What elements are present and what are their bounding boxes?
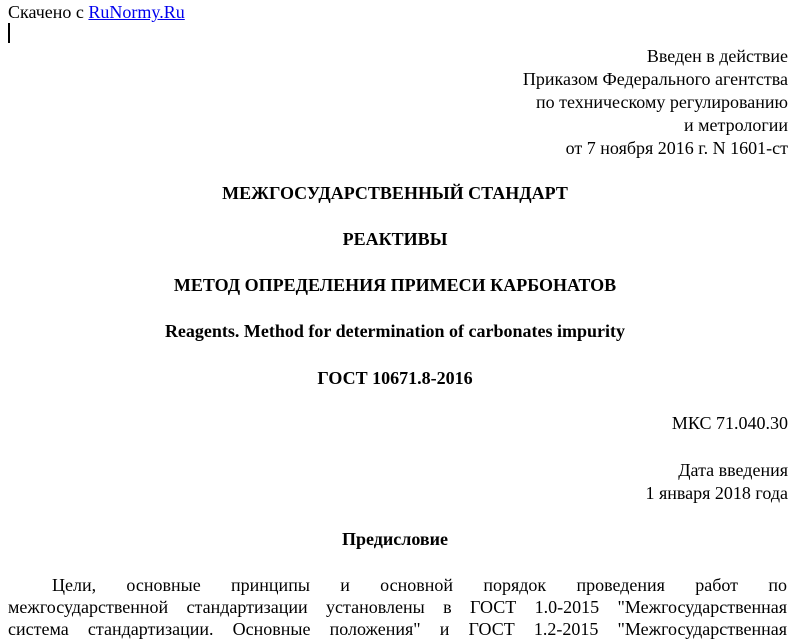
runormy-link[interactable]: RuNormy.Ru xyxy=(88,2,185,22)
introduction-date-value: 1 января 2018 года xyxy=(645,483,788,503)
enactment-line: Приказом Федерального агентства xyxy=(522,69,788,89)
enactment-block xyxy=(523,45,788,160)
method-heading: МЕТОД ОПРЕДЕЛЕНИЯ ПРИМЕСИ КАРБОНАТОВ xyxy=(173,275,617,295)
enactment-line: Введен в действие xyxy=(646,46,788,66)
enactment-line: от 7 ноября 2016 г. N 1601-ст xyxy=(565,138,788,158)
foreword-line: система стандартизации. Основные положения" и ГОСТ 1.2-2015 "Межгосударственная xyxy=(8,619,787,639)
english-title: Reagents. Method for determination of carbonates impurity xyxy=(164,321,626,341)
foreword-line: Цели, основные принципы и основной порядок проведения работ по xyxy=(52,575,787,595)
standard-type-heading: МЕЖГОСУДАРСТВЕННЫЙ СТАНДАРТ xyxy=(222,183,568,203)
download-source-line xyxy=(8,1,185,23)
enactment-line: по техническому регулированию xyxy=(535,92,788,112)
enactment-line: и метрологии xyxy=(684,115,788,135)
gost-number: ГОСТ 10671.8-2016 xyxy=(317,368,473,388)
foreword-line: межгосударственной стандартизации установлены в ГОСТ 1.0-2015 "Межгосударственная xyxy=(8,597,787,617)
introduction-date-label: Дата введения xyxy=(678,460,788,480)
mks-code: МКС 71.040.30 xyxy=(671,413,788,433)
foreword-paragraph xyxy=(8,574,787,640)
download-prefix: Скачено с xyxy=(8,2,84,22)
text-cursor xyxy=(8,23,10,43)
subject-heading: РЕАКТИВЫ xyxy=(342,229,448,249)
foreword-title: Предисловие xyxy=(342,529,448,549)
